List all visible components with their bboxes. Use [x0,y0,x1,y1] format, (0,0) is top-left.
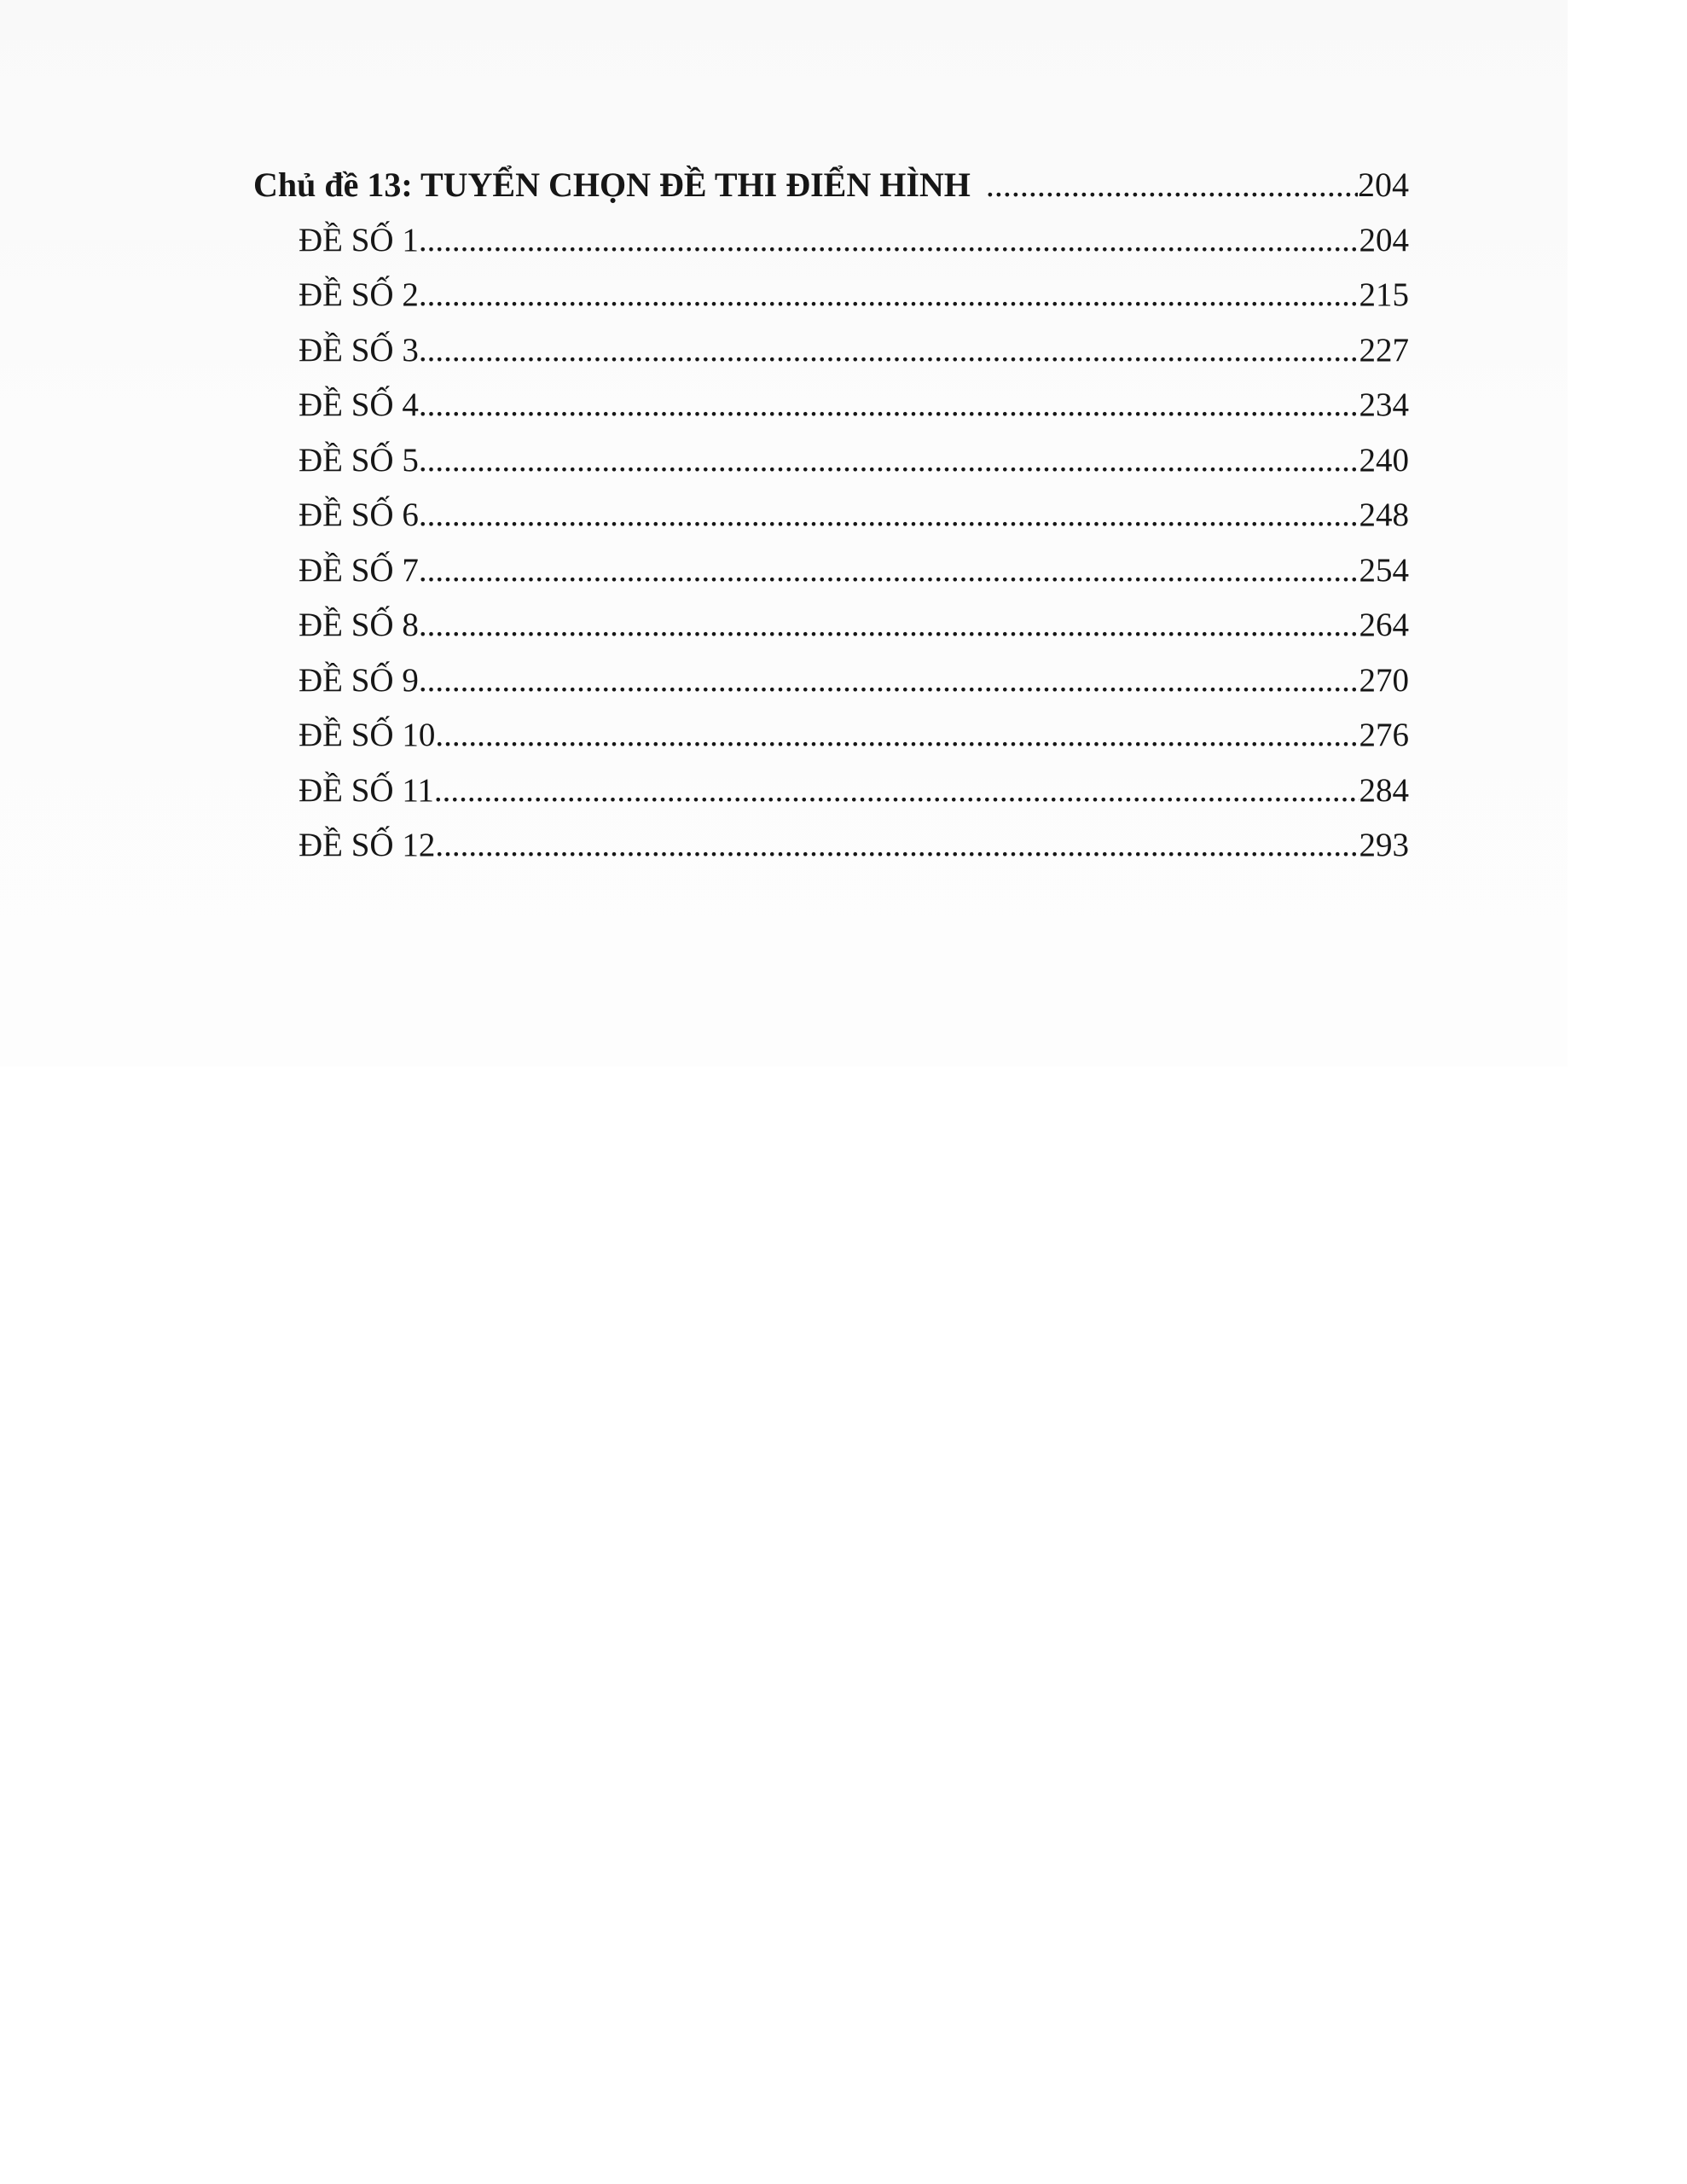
toc-entry-page-number: 284 [1359,771,1409,809]
toc-entry-de-so-10[interactable] [253,708,1409,764]
toc-dot-leader [419,378,1359,433]
toc-entry-de-so-3[interactable] [253,323,1409,379]
toc-entry-page-number: 248 [1359,497,1409,533]
toc-entry-page-number: 270 [1359,661,1409,699]
table-of-contents [253,158,1409,874]
toc-heading-row[interactable] [253,158,1409,213]
toc-entry-title: ĐỀ SỐ 11 [299,771,434,809]
toc-entry-de-so-1[interactable] [253,213,1409,269]
toc-entry-de-so-2[interactable] [253,268,1409,323]
toc-entry-page-number: 264 [1359,607,1409,643]
toc-dot-leader [419,488,1359,543]
toc-dot-leader [435,708,1359,764]
toc-entry-title: ĐỀ SỐ 2 [299,276,419,313]
toc-entry-title: ĐỀ SỐ 6 [299,497,419,533]
toc-entry-de-so-6[interactable] [253,488,1409,543]
toc-dot-leader [986,158,1358,213]
toc-heading-title: Chủ đề 13: TUYỂN CHỌN ĐỀ THI ĐIỂN HÌNH [253,166,971,204]
toc-entry-title: ĐỀ SỐ 10 [299,717,436,753]
toc-dot-leader [419,213,1359,269]
toc-dot-leader [434,764,1359,819]
toc-entry-title: ĐỀ SỐ 1 [299,221,419,258]
toc-dot-leader [419,433,1359,489]
toc-entry-title: ĐỀ SỐ 5 [299,441,419,479]
toc-entry-de-so-4[interactable] [253,378,1409,433]
toc-entry-page-number: 293 [1359,827,1409,863]
toc-entry-de-so-5[interactable] [253,433,1409,489]
toc-entry-page-number: 227 [1359,331,1409,369]
toc-entry-title: ĐỀ SỐ 4 [299,386,419,423]
toc-dot-leader [419,323,1359,379]
toc-entry-de-so-9[interactable] [253,653,1409,709]
toc-entry-title: ĐỀ SỐ 8 [299,607,419,643]
toc-entry-page-number: 204 [1359,221,1409,258]
toc-entry-title: ĐỀ SỐ 3 [299,331,419,369]
toc-entry-title: ĐỀ SỐ 9 [299,661,419,699]
toc-entry-de-so-8[interactable] [253,598,1409,653]
toc-entry-page-number: 215 [1359,276,1409,313]
toc-entry-de-so-11[interactable] [253,764,1409,819]
toc-entry-de-so-12[interactable] [253,818,1409,874]
toc-entry-page-number: 276 [1359,717,1409,753]
toc-heading-page-number: 204 [1358,166,1409,204]
toc-entry-page-number: 240 [1359,441,1409,479]
toc-entry-title: ĐỀ SỐ 12 [299,827,436,863]
toc-dot-leader [435,818,1359,874]
toc-entry-page-number: 234 [1359,386,1409,423]
toc-entry-page-number: 254 [1359,551,1409,589]
toc-dot-leader [419,598,1359,653]
toc-dot-leader [419,653,1359,709]
toc-dot-leader [419,268,1359,323]
toc-entry-de-so-7[interactable] [253,543,1409,599]
toc-entry-title: ĐỀ SỐ 7 [299,551,419,589]
toc-dot-leader [419,543,1359,599]
